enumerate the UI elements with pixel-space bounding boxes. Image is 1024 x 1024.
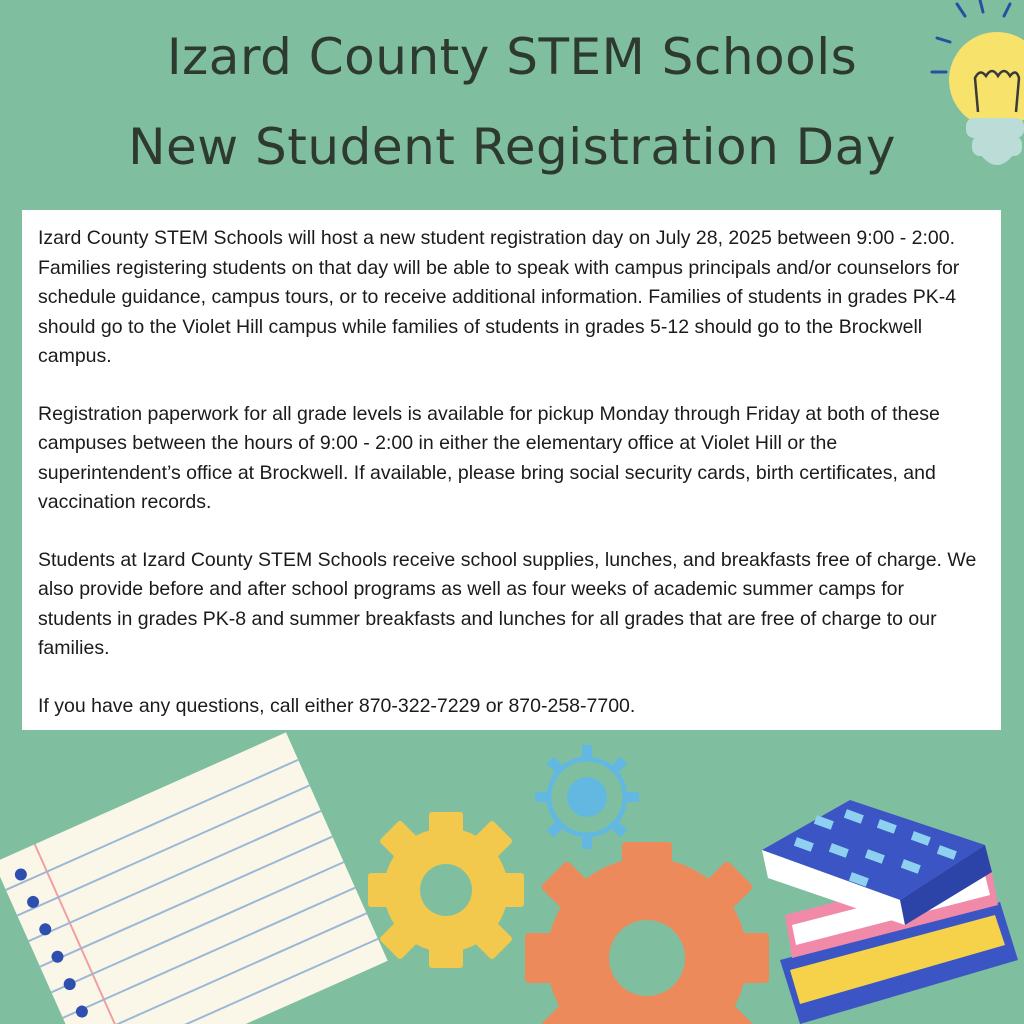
gear-icon-orange (525, 842, 769, 1024)
title-line-1: Izard County STEM Schools (166, 28, 858, 86)
paragraph-paperwork: Registration paperwork for all grade levels is available for pickup Monday through Friday at both of these campuses between the hours of 9:00 - 2:00 in either the elementary office at Violet Hill or the superintendent’s office at Brockwell. If available, please bring social security cards, birth certificates, and vaccination records. (38, 402, 940, 513)
title-line-2: New Student Registration Day (128, 118, 896, 176)
notebook-paper-icon (0, 732, 388, 1024)
gear-icon-yellow (368, 812, 524, 968)
gear-icon-blue (535, 745, 639, 849)
paragraph-contact: If you have any questions, call either 870-322-7229 or 870-258-7700. (38, 694, 636, 717)
paragraph-registration-day: Izard County STEM Schools will host a new student registration day on July 28, 2025 between 9:00 - 2:00. Families registering students on that day will be able to speak with campus principals and/or counselors for schedule guidance, campus tours, or to receive additional information. Families of students in grades PK-4 should go to the Violet Hill campus while families of students in grades 5-12 should go to the Brockwell campus. (38, 227, 960, 367)
announcement-card (22, 210, 1001, 730)
books-stack-icon (762, 800, 1018, 1024)
paragraph-services: Students at Izard County STEM Schools receive school supplies, lunches, and breakfasts free of charge. We also provide before and after school programs as well as four weeks of academic summer camps for students in grades PK-8 and summer breakfasts and lunches for all grades that are free of charge to our families. (38, 548, 977, 659)
